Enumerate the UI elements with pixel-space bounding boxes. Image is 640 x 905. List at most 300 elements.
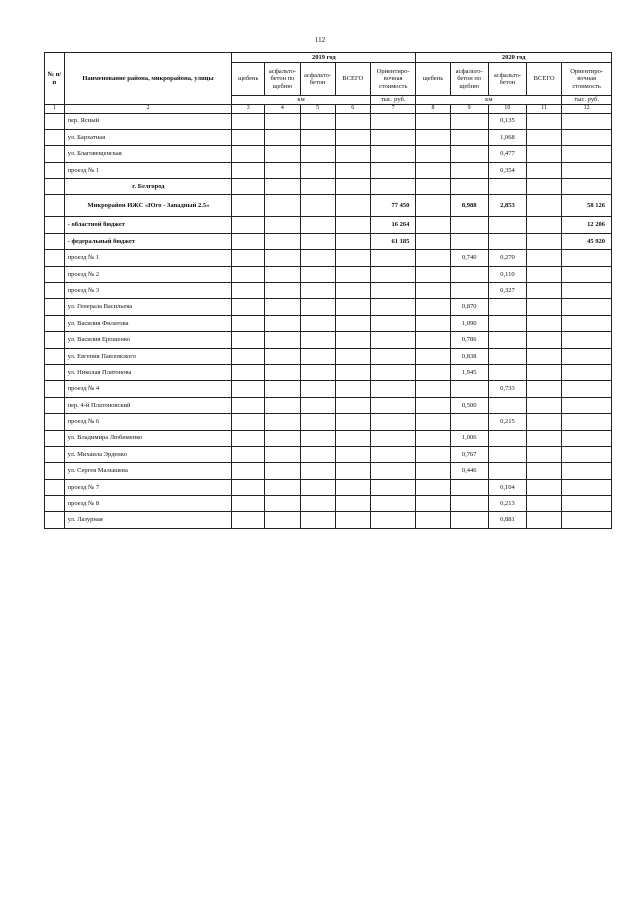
value-cell-7 (370, 479, 416, 495)
value-cell-10 (488, 348, 526, 364)
value-cell-12: 58 126 (562, 195, 612, 217)
value-cell-3 (232, 113, 265, 129)
value-cell-12 (562, 315, 612, 331)
row-name-cell: проезд № 8 (64, 496, 232, 512)
value-cell-11 (527, 162, 562, 178)
value-cell-8 (416, 332, 450, 348)
row-name-cell: проезд № 3 (64, 283, 232, 299)
value-cell-9 (450, 479, 488, 495)
row-number-cell (45, 299, 65, 315)
row-name-cell: ул. Генерала Васильева (64, 299, 232, 315)
value-cell-4 (265, 179, 300, 195)
row-number-cell (45, 113, 65, 129)
value-cell-4 (265, 299, 300, 315)
row-number-cell (45, 315, 65, 331)
value-cell-4 (265, 162, 300, 178)
table-row (45, 217, 612, 233)
value-cell-11 (527, 463, 562, 479)
header-gravel-2019: щебень (232, 63, 265, 96)
value-cell-7 (370, 250, 416, 266)
row-number-cell (45, 446, 65, 462)
value-cell-9 (450, 233, 488, 249)
value-cell-4 (265, 479, 300, 495)
value-cell-10: 0,733 (488, 381, 526, 397)
value-cell-4 (265, 332, 300, 348)
row-number-cell (45, 283, 65, 299)
column-number: 6 (335, 105, 370, 114)
value-cell-9: 1,090 (450, 315, 488, 331)
value-cell-9: 0,740 (450, 250, 488, 266)
value-cell-9: 0,786 (450, 332, 488, 348)
value-cell-10: 0,477 (488, 146, 526, 162)
value-cell-6 (335, 397, 370, 413)
value-cell-6 (335, 162, 370, 178)
value-cell-3 (232, 512, 265, 528)
value-cell-8 (416, 250, 450, 266)
value-cell-6 (335, 250, 370, 266)
row-number-cell (45, 332, 65, 348)
value-cell-10 (488, 233, 526, 249)
row-name-cell: ул. Сергея Малышева (64, 463, 232, 479)
value-cell-7: 61 185 (370, 233, 416, 249)
value-cell-7 (370, 348, 416, 364)
value-cell-9 (450, 162, 488, 178)
table-row (45, 496, 612, 512)
table-row (45, 414, 612, 430)
value-cell-5 (300, 217, 335, 233)
row-name-cell: - федеральный бюджет (64, 233, 232, 249)
value-cell-12 (562, 179, 612, 195)
value-cell-11 (527, 179, 562, 195)
value-cell-5 (300, 179, 335, 195)
value-cell-6 (335, 496, 370, 512)
value-cell-10: 0,213 (488, 496, 526, 512)
value-cell-12 (562, 250, 612, 266)
value-cell-4 (265, 512, 300, 528)
value-cell-6 (335, 479, 370, 495)
value-cell-4 (265, 414, 300, 430)
value-cell-7 (370, 179, 416, 195)
value-cell-3 (232, 129, 265, 145)
row-number-cell (45, 430, 65, 446)
value-cell-7 (370, 162, 416, 178)
header-unit-rub-2019: тыс. руб. (370, 96, 416, 105)
value-cell-7 (370, 430, 416, 446)
value-cell-5 (300, 397, 335, 413)
value-cell-6 (335, 414, 370, 430)
value-cell-12 (562, 113, 612, 129)
row-number-cell (45, 397, 65, 413)
value-cell-8 (416, 496, 450, 512)
value-cell-3 (232, 162, 265, 178)
value-cell-8 (416, 129, 450, 145)
row-name-cell: ул. Благовещенская (64, 146, 232, 162)
value-cell-10 (488, 463, 526, 479)
value-cell-7 (370, 129, 416, 145)
value-cell-9: 1,006 (450, 430, 488, 446)
value-cell-5 (300, 162, 335, 178)
row-name-cell: проезд № 1 (64, 162, 232, 178)
row-number-cell (45, 414, 65, 430)
value-cell-5 (300, 332, 335, 348)
table-header (45, 53, 612, 114)
value-cell-9 (450, 283, 488, 299)
table-row (45, 315, 612, 331)
value-cell-12 (562, 512, 612, 528)
value-cell-10: 0,110 (488, 266, 526, 282)
value-cell-11 (527, 479, 562, 495)
value-cell-4 (265, 233, 300, 249)
column-number-row (45, 105, 612, 114)
value-cell-10: 2,853 (488, 195, 526, 217)
table-row (45, 179, 612, 195)
row-name-cell: ул. Владимира Любименко (64, 430, 232, 446)
value-cell-10 (488, 430, 526, 446)
header-cost-2019: Ориентиро-вочная стоимость (370, 63, 416, 96)
value-cell-11 (527, 381, 562, 397)
value-cell-6 (335, 283, 370, 299)
row-name-cell: проезд № 1 (64, 250, 232, 266)
value-cell-8 (416, 479, 450, 495)
value-cell-9: 0,446 (450, 463, 488, 479)
value-cell-6 (335, 217, 370, 233)
value-cell-3 (232, 250, 265, 266)
value-cell-12 (562, 332, 612, 348)
value-cell-12 (562, 299, 612, 315)
row-number-cell (45, 348, 65, 364)
value-cell-8 (416, 179, 450, 195)
value-cell-8 (416, 315, 450, 331)
table-row (45, 332, 612, 348)
row-number-cell (45, 233, 65, 249)
value-cell-8 (416, 283, 450, 299)
value-cell-3 (232, 463, 265, 479)
value-cell-7 (370, 364, 416, 380)
value-cell-12: 12 206 (562, 217, 612, 233)
value-cell-9: 0,838 (450, 348, 488, 364)
value-cell-5 (300, 512, 335, 528)
table-row (45, 446, 612, 462)
value-cell-11 (527, 397, 562, 413)
header-name: Наименование района, микрорайона, улицы (64, 53, 232, 105)
value-cell-8 (416, 113, 450, 129)
value-cell-10 (488, 332, 526, 348)
value-cell-12 (562, 414, 612, 430)
value-cell-3 (232, 233, 265, 249)
value-cell-3 (232, 217, 265, 233)
value-cell-4 (265, 129, 300, 145)
header-cost-2020: Ориентиро-вочная стоимость (562, 63, 612, 96)
value-cell-10 (488, 179, 526, 195)
table-row (45, 364, 612, 380)
header-num: № п/п (45, 53, 65, 105)
header-total-2020: ВСЕГО (527, 63, 562, 96)
row-number-cell (45, 129, 65, 145)
value-cell-8 (416, 446, 450, 462)
value-cell-9 (450, 113, 488, 129)
row-number-cell (45, 463, 65, 479)
value-cell-7 (370, 283, 416, 299)
value-cell-7 (370, 496, 416, 512)
value-cell-11 (527, 332, 562, 348)
value-cell-4 (265, 446, 300, 462)
value-cell-8 (416, 364, 450, 380)
row-number-cell (45, 364, 65, 380)
value-cell-7: 16 264 (370, 217, 416, 233)
value-cell-9 (450, 414, 488, 430)
value-cell-5 (300, 430, 335, 446)
header-unit-rub-2020: тыс. руб. (562, 96, 612, 105)
value-cell-12 (562, 146, 612, 162)
value-cell-10 (488, 299, 526, 315)
header-asph-2019: асфальто-бетон (300, 63, 335, 96)
value-cell-4 (265, 195, 300, 217)
page-number: 112 (314, 36, 326, 44)
header-total-2019: ВСЕГО (335, 63, 370, 96)
value-cell-12 (562, 397, 612, 413)
value-cell-12 (562, 129, 612, 145)
row-name-cell: проезд № 4 (64, 381, 232, 397)
table-row (45, 113, 612, 129)
value-cell-6 (335, 348, 370, 364)
row-name-cell: Микрорайон ИЖС «Юго - Западный 2.5» (64, 195, 232, 217)
value-cell-6 (335, 299, 370, 315)
value-cell-4 (265, 430, 300, 446)
value-cell-3 (232, 381, 265, 397)
value-cell-8 (416, 463, 450, 479)
value-cell-8 (416, 195, 450, 217)
value-cell-8 (416, 299, 450, 315)
value-cell-6 (335, 113, 370, 129)
value-cell-10 (488, 315, 526, 331)
value-cell-12 (562, 430, 612, 446)
value-cell-10: 0,327 (488, 283, 526, 299)
value-cell-5 (300, 414, 335, 430)
row-name-cell: ул. Лазурная (64, 512, 232, 528)
value-cell-8 (416, 217, 450, 233)
value-cell-6 (335, 146, 370, 162)
row-name-cell: - областной бюджет (64, 217, 232, 233)
value-cell-12 (562, 283, 612, 299)
column-number: 12 (562, 105, 612, 114)
value-cell-9 (450, 512, 488, 528)
value-cell-6 (335, 430, 370, 446)
header-asph-gravel-2019: асфальто-бетон по щебню (265, 63, 300, 96)
value-cell-5 (300, 381, 335, 397)
value-cell-6 (335, 179, 370, 195)
value-cell-3 (232, 299, 265, 315)
value-cell-8 (416, 397, 450, 413)
row-name-cell: ул. Николая Платонова (64, 364, 232, 380)
table-row (45, 146, 612, 162)
row-number-cell (45, 162, 65, 178)
row-name-cell: ул. Евгения Павловского (64, 348, 232, 364)
value-cell-6 (335, 129, 370, 145)
value-cell-12 (562, 381, 612, 397)
row-name-cell: проезд № 6 (64, 414, 232, 430)
value-cell-9 (450, 496, 488, 512)
column-number: 2 (64, 105, 232, 114)
column-number: 1 (45, 105, 65, 114)
table-row (45, 512, 612, 528)
value-cell-3 (232, 195, 265, 217)
value-cell-4 (265, 146, 300, 162)
value-cell-9 (450, 129, 488, 145)
value-cell-5 (300, 348, 335, 364)
value-cell-7 (370, 113, 416, 129)
table-row (45, 250, 612, 266)
value-cell-12: 45 920 (562, 233, 612, 249)
row-name-cell: проезд № 2 (64, 266, 232, 282)
value-cell-12 (562, 162, 612, 178)
value-cell-11 (527, 496, 562, 512)
value-cell-8 (416, 348, 450, 364)
value-cell-11 (527, 512, 562, 528)
value-cell-7 (370, 446, 416, 462)
value-cell-7 (370, 315, 416, 331)
value-cell-6 (335, 381, 370, 397)
table-row (45, 195, 612, 217)
table-row (45, 266, 612, 282)
value-cell-11 (527, 430, 562, 446)
value-cell-11 (527, 348, 562, 364)
header-asph-2020: асфальто-бетон (488, 63, 526, 96)
value-cell-3 (232, 364, 265, 380)
value-cell-7 (370, 266, 416, 282)
value-cell-11 (527, 113, 562, 129)
value-cell-11 (527, 266, 562, 282)
value-cell-5 (300, 299, 335, 315)
value-cell-3 (232, 179, 265, 195)
value-cell-6 (335, 512, 370, 528)
table-row (45, 463, 612, 479)
value-cell-9: 0,500 (450, 397, 488, 413)
value-cell-8 (416, 266, 450, 282)
roads-table (44, 52, 612, 529)
value-cell-6 (335, 266, 370, 282)
row-name-cell: ул. Василия Филатова (64, 315, 232, 331)
value-cell-9: 0,870 (450, 299, 488, 315)
row-name-cell: проезд № 7 (64, 479, 232, 495)
value-cell-5 (300, 195, 335, 217)
table-row (45, 397, 612, 413)
value-cell-5 (300, 233, 335, 249)
value-cell-9 (450, 217, 488, 233)
value-cell-8 (416, 162, 450, 178)
value-cell-7 (370, 463, 416, 479)
header-year-2019: 2019 год (232, 53, 416, 63)
value-cell-4 (265, 315, 300, 331)
value-cell-6 (335, 364, 370, 380)
value-cell-4 (265, 463, 300, 479)
row-number-cell (45, 179, 65, 195)
value-cell-9 (450, 146, 488, 162)
value-cell-6 (335, 446, 370, 462)
value-cell-12 (562, 446, 612, 462)
value-cell-4 (265, 250, 300, 266)
value-cell-11 (527, 146, 562, 162)
value-cell-12 (562, 348, 612, 364)
column-number: 5 (300, 105, 335, 114)
value-cell-12 (562, 364, 612, 380)
value-cell-5 (300, 479, 335, 495)
value-cell-4 (265, 364, 300, 380)
value-cell-8 (416, 233, 450, 249)
row-number-cell (45, 266, 65, 282)
row-number-cell (45, 250, 65, 266)
value-cell-7 (370, 146, 416, 162)
value-cell-11 (527, 217, 562, 233)
column-number: 3 (232, 105, 265, 114)
value-cell-5 (300, 250, 335, 266)
value-cell-8 (416, 381, 450, 397)
value-cell-12 (562, 496, 612, 512)
value-cell-11 (527, 315, 562, 331)
value-cell-12 (562, 479, 612, 495)
value-cell-5 (300, 446, 335, 462)
row-name-cell: пер. Ясный (64, 113, 232, 129)
value-cell-4 (265, 397, 300, 413)
value-cell-9 (450, 381, 488, 397)
column-number: 11 (527, 105, 562, 114)
table-row (45, 233, 612, 249)
value-cell-10 (488, 364, 526, 380)
value-cell-10 (488, 397, 526, 413)
value-cell-7: 77 450 (370, 195, 416, 217)
value-cell-5 (300, 266, 335, 282)
value-cell-6 (335, 463, 370, 479)
row-number-cell (45, 496, 65, 512)
value-cell-11 (527, 283, 562, 299)
value-cell-4 (265, 283, 300, 299)
value-cell-5 (300, 146, 335, 162)
value-cell-9 (450, 179, 488, 195)
table-row (45, 479, 612, 495)
value-cell-11 (527, 129, 562, 145)
value-cell-3 (232, 315, 265, 331)
value-cell-3 (232, 146, 265, 162)
value-cell-10: 0,104 (488, 479, 526, 495)
value-cell-3 (232, 397, 265, 413)
value-cell-11 (527, 233, 562, 249)
row-name-cell: ул. Василия Ерошенко (64, 332, 232, 348)
table-row (45, 430, 612, 446)
value-cell-9: 1,945 (450, 364, 488, 380)
value-cell-4 (265, 217, 300, 233)
value-cell-10: 0,135 (488, 113, 526, 129)
value-cell-7 (370, 414, 416, 430)
value-cell-4 (265, 348, 300, 364)
value-cell-3 (232, 414, 265, 430)
column-number: 8 (416, 105, 450, 114)
row-number-cell (45, 146, 65, 162)
value-cell-8 (416, 512, 450, 528)
value-cell-10: 0,881 (488, 512, 526, 528)
value-cell-11 (527, 299, 562, 315)
value-cell-8 (416, 414, 450, 430)
value-cell-4 (265, 266, 300, 282)
table-row (45, 162, 612, 178)
table-row (45, 129, 612, 145)
value-cell-3 (232, 430, 265, 446)
value-cell-5 (300, 463, 335, 479)
table-row (45, 299, 612, 315)
column-number: 4 (265, 105, 300, 114)
value-cell-7 (370, 381, 416, 397)
row-name-cell: пер. 4-й Платоновский (64, 397, 232, 413)
header-year-2020: 2020 год (416, 53, 612, 63)
value-cell-8 (416, 146, 450, 162)
